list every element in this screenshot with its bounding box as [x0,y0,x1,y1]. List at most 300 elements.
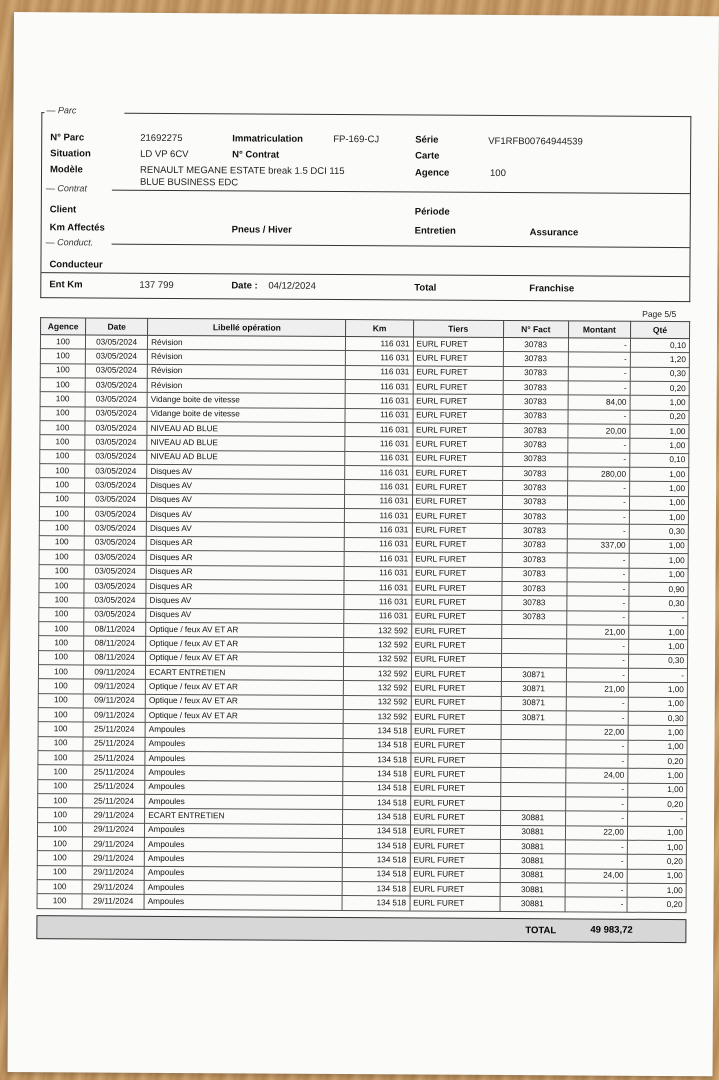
cell-montant: - [566,668,628,683]
client-label: Client [49,204,77,216]
cell-agence: 100 [38,736,83,751]
cell-date: 29/11/2024 [83,808,145,823]
cell-tiers: EURL FURET [411,739,501,754]
cell-date: 03/05/2024 [85,407,147,422]
cell-no-fact: 30783 [502,510,567,525]
cell-tiers: EURL FURET [411,581,501,596]
cell-no-fact: 30783 [502,553,567,568]
cell-tiers: EURL FURET [410,796,500,811]
cell-agence: 100 [39,550,84,565]
cell-qte: 1,00 [629,496,688,511]
cell-libelle: Révision [148,335,346,351]
cell-date: 29/11/2024 [83,823,145,838]
cell-date: 25/11/2024 [83,794,145,809]
cell-date: 03/05/2024 [85,349,147,364]
cell-km: 134 518 [343,738,410,753]
cell-date: 09/11/2024 [83,665,145,680]
cell-km: 116 031 [345,466,412,481]
cell-montant: - [568,338,630,353]
cell-km: 116 031 [345,423,412,438]
cell-no-fact: 30881 [500,840,565,855]
cell-montant: 337,00 [567,539,629,554]
cell-no-fact: 30783 [502,481,567,496]
total-bar [36,915,686,943]
cell-no-fact [500,782,565,797]
cell-date: 03/05/2024 [86,335,148,350]
page-number: Page 5/5 [642,308,677,320]
cell-agence: 100 [40,378,85,393]
cell-date: 08/11/2024 [84,650,146,665]
cell-libelle: Ampoules [145,780,343,796]
cell-qte: 1,00 [628,783,687,798]
serie-label: Série [415,134,439,146]
cell-qte: 0,90 [629,582,688,597]
date-label: Date : [231,280,258,292]
cell-montant: - [565,811,627,826]
agence-value: 100 [489,167,506,180]
cell-qte: 1,00 [627,883,686,898]
cell-agence: 100 [39,593,84,608]
cell-montant: - [567,582,629,597]
cell-libelle: Optique / feux AV ET AR [146,622,344,638]
cell-montant: 84,00 [568,395,630,410]
modele-value-line2: BLUE BUSINESS EDC [139,176,239,189]
cell-no-fact [501,725,566,740]
cell-montant: - [565,854,627,869]
cell-no-fact: 30783 [502,581,567,596]
cell-date: 03/05/2024 [85,378,147,393]
column-header-qte: Qté [630,321,689,338]
cell-libelle: Ampoules [145,823,343,839]
cell-agence: 100 [40,435,85,450]
cell-no-fact: 30871 [501,682,566,697]
cell-qte: - [628,668,687,683]
cell-libelle: Disques AR [146,579,344,595]
cell-montant: - [568,352,630,367]
column-header-libelle: Libellé opération [148,318,346,336]
modele-label: Modèle [50,164,83,176]
cell-no-fact: 30783 [503,381,568,396]
cell-qte: 0,30 [629,596,688,611]
cell-agence: 100 [38,665,83,680]
cell-tiers: EURL FURET [410,810,500,825]
cell-libelle: Vidange boite de vitesse [147,393,345,409]
cell-montant: - [567,510,629,525]
cell-tiers: EURL FURET [410,882,500,897]
cell-agence: 100 [40,392,85,407]
cell-tiers: EURL FURET [412,538,502,553]
cell-agence: 100 [39,579,84,594]
cell-qte: 1,00 [629,510,688,525]
cell-qte: 0,30 [630,367,689,382]
total-label-footer: TOTAL [525,925,557,937]
operations-table [37,317,691,913]
cell-tiers: EURL FURET [411,681,501,696]
cell-libelle: Révision [147,364,345,380]
cell-no-fact [500,768,565,783]
cell-tiers: EURL FURET [411,595,501,610]
cell-montant: - [566,696,628,711]
cell-libelle: ECART ENTRETIEN [145,809,343,825]
cell-tiers: EURL FURET [410,853,500,868]
cell-agence: 100 [39,636,84,651]
cell-date: 29/11/2024 [82,866,144,881]
cell-libelle: Ampoules [144,895,342,911]
cell-montant: - [566,639,628,654]
cell-km: 116 031 [346,365,413,380]
cell-libelle: Disques AV [146,522,344,538]
cell-km: 116 031 [344,609,411,624]
cell-qte: 1,00 [628,697,687,712]
franchise-label: Franchise [529,283,575,295]
cell-montant: - [567,453,629,468]
cell-qte: 1,00 [628,683,687,698]
cell-libelle: Disques AR [146,550,344,566]
cell-tiers: EURL FURET [413,351,503,366]
cell-date: 03/05/2024 [85,464,147,479]
cell-libelle: Disques AV [147,493,345,509]
no-contrat-label: N° Contrat [232,149,280,161]
cell-no-fact: 30783 [503,352,568,367]
cell-date: 25/11/2024 [83,751,145,766]
ent-km-label: Ent Km [49,279,83,291]
cell-qte: 0,20 [630,381,689,396]
cell-libelle: Optique / feux AV ET AR [146,637,344,653]
cell-qte: 1,00 [628,726,687,741]
cell-no-fact: 30783 [501,610,566,625]
cell-agence: 100 [39,564,84,579]
cell-tiers: EURL FURET [410,868,500,883]
cell-date: 29/11/2024 [82,894,144,909]
cell-km: 132 592 [344,638,411,653]
cell-libelle: Disques AV [147,464,345,480]
cell-agence: 100 [37,865,82,880]
cell-no-fact: 30871 [501,696,566,711]
immatriculation-value: FP-169-CJ [333,133,380,146]
cell-date: 03/05/2024 [84,564,146,579]
cell-libelle: Ampoules [145,766,343,782]
total-value: 49 983,72 [590,924,633,936]
cell-km: 116 031 [345,552,412,567]
cell-montant: - [566,653,628,668]
cell-agence: 100 [37,851,82,866]
cell-date: 03/05/2024 [84,521,146,536]
cell-no-fact [501,639,566,654]
cell-km: 116 031 [344,566,411,581]
cell-libelle: Ampoules [145,723,343,739]
cell-montant: - [567,596,629,611]
cell-no-fact: 30881 [500,825,565,840]
cell-agence: 100 [38,722,83,737]
cell-tiers: EURL FURET [411,667,501,682]
cell-tiers: EURL FURET [411,696,501,711]
cell-km: 116 031 [346,337,413,352]
periode-label: Période [414,206,450,218]
cell-agence: 100 [37,822,82,837]
cell-qte: 0,20 [627,855,686,870]
cell-date: 03/05/2024 [85,493,147,508]
cell-no-fact: 30881 [500,883,565,898]
cell-date: 08/11/2024 [84,636,146,651]
cell-qte: 0,20 [628,754,687,769]
cell-montant: - [568,381,630,396]
cell-date: 29/11/2024 [82,880,144,895]
cell-qte: 1,00 [629,539,688,554]
cell-km: 134 518 [343,882,410,897]
cell-qte: 1,00 [627,840,686,855]
cell-km: 134 518 [343,810,410,825]
carte-label: Carte [415,150,440,162]
cell-montant: 22,00 [565,826,627,841]
cell-libelle: Révision [147,378,345,394]
column-header-no-fact: N° Fact [503,320,568,337]
column-header-montant: Montant [568,321,630,338]
cell-tiers: EURL FURET [411,638,501,653]
cell-tiers: EURL FURET [410,753,500,768]
cell-tiers: EURL FURET [410,782,500,797]
cell-km: 132 592 [344,652,411,667]
cell-tiers: EURL FURET [412,566,502,581]
cell-libelle: Disques AR [146,565,344,581]
parc-legend: — Parc [44,105,124,115]
cell-qte: 1,00 [630,439,689,454]
cell-qte: 0,30 [628,711,687,726]
cell-date: 03/05/2024 [84,536,146,551]
cell-km: 116 031 [346,394,413,409]
cell-qte: 0,30 [628,654,687,669]
cell-qte: 1,00 [630,424,689,439]
cell-qte: 0,10 [630,453,689,468]
cell-libelle: Optique / feux AV ET AR [145,708,343,724]
cell-qte: 1,00 [628,769,687,784]
cell-date: 03/05/2024 [85,478,147,493]
cell-agence: 100 [38,751,83,766]
cell-agence: 100 [39,622,84,637]
cell-tiers: EURL FURET [413,366,503,381]
cell-date: 03/05/2024 [85,435,147,450]
cell-montant: - [565,897,627,912]
cell-no-fact [501,653,566,668]
cell-agence: 100 [40,449,85,464]
cell-libelle: Révision [148,350,346,366]
cell-qte: 1,00 [627,826,686,841]
cell-qte: 1,00 [627,869,686,884]
cell-qte: 0,30 [629,525,688,540]
cell-no-fact [501,739,566,754]
cell-libelle: Optique / feux AV ET AR [146,651,344,667]
cell-km: 134 518 [343,796,410,811]
cell-no-fact: 30881 [500,811,565,826]
cell-agence: 100 [40,406,85,421]
column-header-tiers: Tiers [413,320,503,338]
cell-qte: 0,20 [630,410,689,425]
cell-agence: 100 [39,535,84,550]
cell-qte: 0,20 [627,797,686,812]
cell-km: 116 031 [345,509,412,524]
cell-qte: 1,00 [628,740,687,755]
cell-no-fact: 30783 [502,567,567,582]
cell-agence: 100 [39,521,84,536]
cell-agence: 100 [40,421,85,436]
table-row [37,894,686,912]
cell-date: 25/11/2024 [83,737,145,752]
cell-km: 116 031 [344,580,411,595]
cell-no-fact: 30783 [503,337,568,352]
cell-libelle: Ampoules [145,737,343,753]
cell-km: 134 518 [343,752,410,767]
cell-libelle: Ampoules [144,880,342,896]
cell-agence: 100 [39,492,84,507]
cell-date: 03/05/2024 [84,579,146,594]
cell-qte: 1,00 [629,568,688,583]
cell-date: 03/05/2024 [84,607,146,622]
cell-no-fact: 30783 [502,495,567,510]
cell-montant: - [566,754,628,769]
cell-agence: 100 [40,335,85,350]
serie-value: VF1RFB00764944539 [488,135,583,148]
vehicle-header-box [40,105,691,302]
cell-date: 25/11/2024 [83,780,145,795]
conducteur-label: Conducteur [49,259,103,271]
cell-libelle: Ampoules [144,852,342,868]
date-value: 04/12/2024 [268,280,316,292]
cell-qte: - [627,812,686,827]
entretien-label: Entretien [414,225,456,237]
cell-agence: 100 [40,363,85,378]
cell-no-fact: 30871 [501,710,566,725]
cell-tiers: EURL FURET [410,825,500,840]
total-label: Total [414,282,437,294]
cell-montant: 280,00 [567,467,629,482]
cell-date: 03/05/2024 [84,593,146,608]
cell-km: 134 518 [343,839,410,854]
cell-qte: 0,10 [630,338,689,353]
cell-montant: - [565,797,627,812]
cell-agence: 100 [38,693,83,708]
cell-no-fact: 30783 [503,424,568,439]
cell-km: 116 031 [344,595,411,610]
cell-no-fact [501,753,566,768]
cell-libelle: NIVEAU AD BLUE [147,450,345,466]
cell-agence: 100 [40,464,85,479]
cell-libelle: ECART ENTRETIEN [146,665,344,681]
km-affectes-label: Km Affectés [49,222,105,234]
modele-value-line1: RENAULT MEGANE ESTATE break 1.5 DCI 115 [140,164,345,178]
cell-tiers: EURL FURET [411,624,501,639]
cell-date: 03/05/2024 [85,450,147,465]
cell-agence: 100 [38,679,83,694]
cell-libelle: Disques AV [147,479,345,495]
cell-libelle: NIVEAU AD BLUE [147,421,345,437]
cell-montant: - [568,367,630,382]
cell-qte: 1,00 [629,553,688,568]
cell-qte: 1,00 [629,625,688,640]
cell-agence: 100 [39,650,84,665]
cell-date: 03/05/2024 [84,550,146,565]
cell-date: 08/11/2024 [84,622,146,637]
cell-libelle: Ampoules [145,837,343,853]
cell-montant: - [565,883,627,898]
cell-no-fact: 30783 [502,538,567,553]
cell-montant: 24,00 [565,869,627,884]
cell-km: 116 031 [345,494,412,509]
cell-tiers: EURL FURET [410,896,500,911]
cell-qte: 1,20 [630,353,689,368]
cell-montant: - [565,840,627,855]
cell-agence: 100 [37,894,82,909]
cell-km: 134 518 [342,896,409,911]
agence-label: Agence [414,167,450,179]
cell-qte: 1,00 [630,467,689,482]
cell-km: 134 518 [343,824,410,839]
cell-qte: 1,00 [630,396,689,411]
cell-km: 116 031 [345,523,412,538]
cell-date: 29/11/2024 [82,851,144,866]
cell-no-fact: 30881 [500,868,565,883]
cell-no-fact [500,796,565,811]
cell-km: 134 518 [343,781,410,796]
cell-montant: - [567,481,629,496]
cell-km: 132 592 [344,695,411,710]
cell-libelle: Optique / feux AV ET AR [145,694,343,710]
cell-tiers: EURL FURET [412,423,502,438]
cell-qte: 1,00 [629,482,688,497]
cell-agence: 100 [37,837,82,852]
cell-no-fact: 30881 [500,854,565,869]
cell-tiers: EURL FURET [413,409,503,424]
cell-tiers: EURL FURET [413,380,503,395]
cell-montant: - [567,496,629,511]
cell-libelle: Disques AV [146,608,344,624]
cell-montant: 22,00 [566,725,628,740]
cell-km: 132 592 [344,623,411,638]
cell-date: 25/11/2024 [83,765,145,780]
cell-km: 132 592 [344,666,411,681]
cell-km: 134 518 [343,853,410,868]
cell-libelle: Ampoules [145,794,343,810]
cell-tiers: EURL FURET [412,509,502,524]
cell-no-fact: 30881 [500,897,565,912]
no-parc-label: N° Parc [50,132,85,144]
situation-value: LD VP 6CV [140,148,189,161]
cell-tiers: EURL FURET [411,609,501,624]
cell-montant: 24,00 [566,768,628,783]
cell-date: 03/05/2024 [84,507,146,522]
cell-tiers: EURL FURET [412,552,502,567]
conduct-legend: — Conduct. [45,237,94,248]
cell-montant: - [567,610,629,625]
cell-km: 116 031 [345,408,412,423]
cell-tiers: EURL FURET [413,337,503,352]
cell-libelle: Disques AV [146,594,344,610]
cell-montant: - [568,410,630,425]
cell-tiers: EURL FURET [413,394,503,409]
cell-tiers: EURL FURET [412,437,502,452]
cell-libelle: NIVEAU AD BLUE [147,436,345,452]
situation-label: Situation [50,148,91,160]
cell-date: 09/11/2024 [83,679,145,694]
contrat-legend: — Contrat [45,183,87,194]
table-body [37,335,689,913]
cell-no-fact: 30783 [502,596,567,611]
cell-montant: - [567,553,629,568]
cell-date: 09/11/2024 [83,708,145,723]
cell-agence: 100 [39,507,84,522]
cell-montant: - [567,567,629,582]
cell-tiers: EURL FURET [412,523,502,538]
no-parc-value: 21692275 [140,132,183,145]
cell-montant: - [567,524,629,539]
